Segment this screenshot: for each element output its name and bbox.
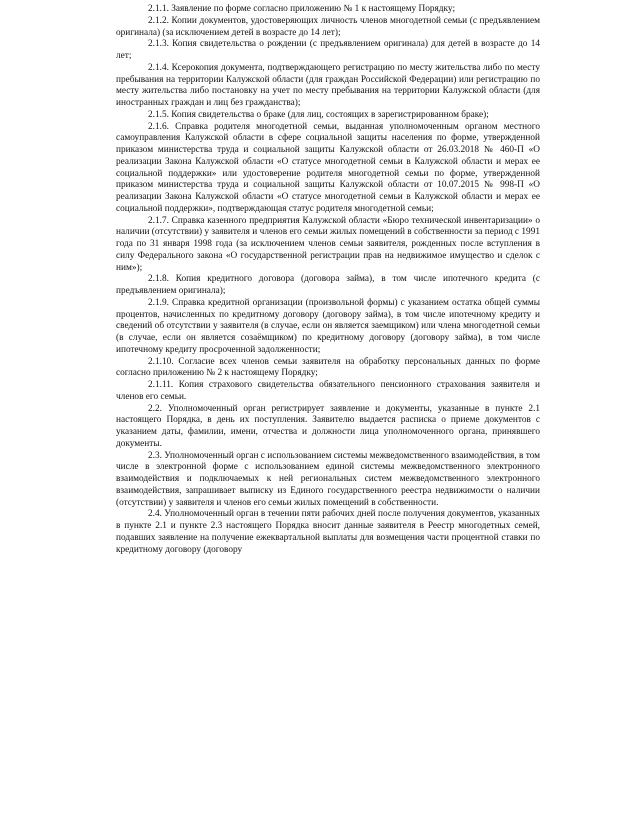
paragraph-2-1-5: 2.1.5. Копия свидетельства о браке (для лиц, состоящих в зарегистрированном браке); [148, 109, 489, 120]
paragraph-2-2: 2.2. Уполномоченный орган регистрирует заявление и документы, указанные в пункте 2.1 настоящего Порядка, в день их поступления. Заявителю выдается расписка о приеме документов с указанием даты, фамилии, имени, отчества и должности лица уполномоченного органа, принявшего документы. [116, 403, 540, 449]
paragraph-2-4: 2.4. Уполномоченный орган в течении пяти рабочих дней после получения документов, указанных в пункте 2.1 и пункте 2.3 настоящего Порядка вносит данные заявителя в Реестр многодетных семей, подавших заявление на получение ежеквартальной выплаты для возмещения части процентной ставки по кредитному договору (договору [116, 509, 540, 555]
paragraph-2-1-9: 2.1.9. Справка кредитной организации (произвольной формы) с указанием остатка общей суммы процентов, начисленных по кредитному договору (договору займа), в том числе ипотечному кредиту и сведений об отсутствии у заявителя (в случае, если он является заемщиком) или члена многодетной семьи (в случае, если он является созаёмщиком) по кредитному договору (договору займа), в том числе ипотечному кредиту просроченной задолженности; [116, 297, 540, 355]
paragraph-2-1-3: 2.1.3. Копия свидетельства о рождении (с предъявлением оригинала) для детей в возрасте до 14 лет; [116, 39, 540, 61]
paragraph-2-1-8: 2.1.8. Копия кредитного договора (договора займа), в том числе ипотечного кредита (с предъявлением оригинала); [116, 274, 540, 296]
paragraph-2-1-2: 2.1.2. Копии документов, удостоверяющих личность членов многодетной семьи (с предъявлением оригинала) (за исключением детей в возрасте до 14 лет); [116, 15, 540, 38]
paragraph-2-1-11: 2.1.11. Копия страхового свидетельства обязательного пенсионного страхования заявителя и членов его семьи. [116, 380, 540, 402]
paragraph-2-1-4: 2.1.4. Ксерокопия документа, подтверждающего регистрацию по месту жительства либо по месту пребывания на территории Калужской области (для граждан Российской Федерации) или регистрацию по месту жительства либо постановку на учет по месту пребывания на территории Калужской области (для иностранных граждан и лиц без гражданства); [116, 62, 540, 108]
paragraph-2-1-10: 2.1.10. Согласие всех членов семьи заявителя на обработку персональных данных по форме согласно приложению № 2 к настоящему Порядку; [116, 356, 540, 379]
document-body [116, 4, 540, 556]
paragraph-2-1-6: 2.1.6. Справка родителя многодетной семьи, выданная уполномоченным органом местного самоуправления Калужской области в сфере социальной защиты населения по форме, утвержденной приказом министерства труда и социальной защиты Калужской области от 26.03.2018 № 460-П «О реализации Закона Калужской области «О статусе многодетной семьи в Калужской области и мерах ее социальной поддержки» или удостоверение родителя многодетной семьи по форме, утвержденной приказом министерства труда и социальной защиты Калужской области от 10.07.2015 № 998-П «О реализации Закона Калужской области «О статусе многодетной семьи в Калужской области и мерах ее социальной поддержки», подтверждающая статус родителя многодетной семьи; [116, 121, 540, 214]
paragraph-2-3: 2.3. Уполномоченный орган с использованием системы межведомственного взаимодействия, в том числе в электронной форме с использованием единой системы межведомственного электронного взаимодействия и подключаемых к ней региональных систем межведомственного электронного взаимодействия, запрашивает выписку из Единого государственного реестра недвижимости о наличии (отсутствии) у заявителя и членов его семьи жилых помещений в собственности. [116, 450, 540, 508]
paragraph-2-1-7: 2.1.7. Справка казенного предприятия Калужской области «Бюро технической инвентаризации» о наличии (отсутствии) у заявителя и членов его семьи жилых помещений в собственности за период с 1991 года по 31 января 1998 года (за исключением членов семьи заявителя, рожденных после вступления в силу Федерального закона «О государственной регистрации прав на недвижимое имущество и сделок с ним»); [116, 215, 540, 273]
paragraph-2-1-1: 2.1.1. Заявление по форме согласно приложению № 1 к настоящему Порядку; [148, 4, 456, 14]
